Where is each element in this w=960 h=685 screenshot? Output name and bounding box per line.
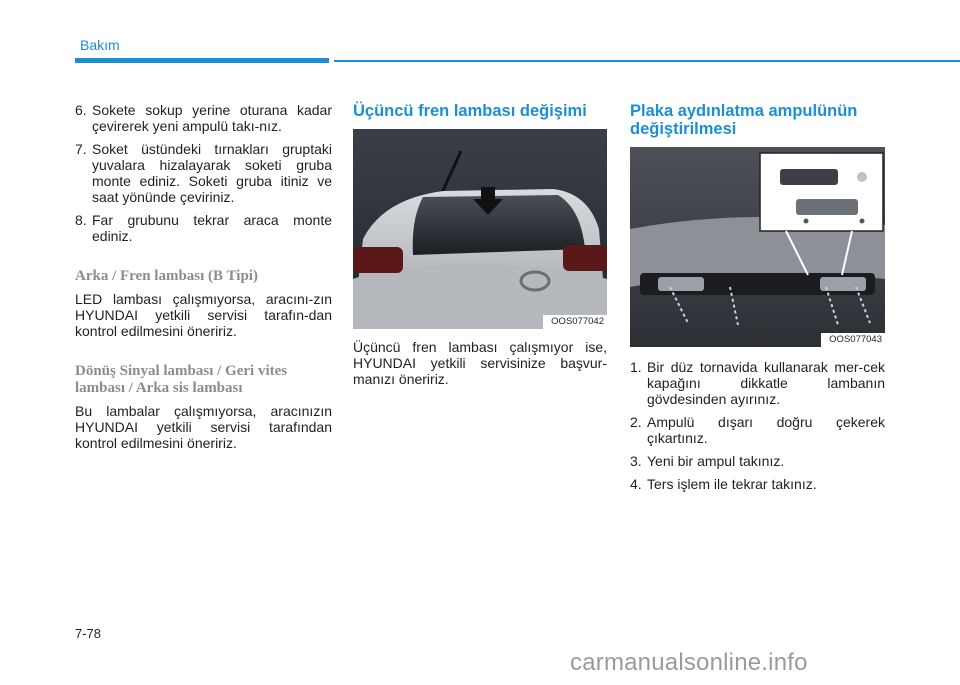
step-8: [75, 212, 332, 244]
step-number: 4.: [630, 476, 642, 492]
header-rule-thick: [75, 58, 329, 63]
paragraph-third-brake: Üçüncü fren lambası çalışmıyor ise, HYUNDAI yetkili servisinize başvur-manızı öneririz.: [353, 339, 607, 387]
page-number: 7-78: [75, 626, 102, 641]
rear-car-photo: [353, 129, 607, 329]
step-text: Far grubunu tekrar araca monte ediniz.: [92, 212, 332, 244]
step-number: 3.: [630, 453, 642, 469]
step-number: 2.: [630, 414, 642, 430]
subheading-rear-brake-lamp: Arka / Fren lambası (B Tipi): [75, 268, 258, 284]
step-text: Ters işlem ile tekrar takınız.: [647, 476, 817, 492]
step-text: Yeni bir ampul takınız.: [647, 453, 785, 469]
step-1: [630, 359, 885, 407]
header-rule-thin: [334, 60, 960, 62]
step-number: 7.: [75, 141, 87, 157]
plate-lamp-illustration: [630, 147, 885, 347]
step-number: 8.: [75, 212, 87, 228]
heading-third-brake-lamp: Üçüncü fren lambası değişimi: [353, 102, 587, 120]
column-middle: [353, 102, 607, 394]
paragraph-lamps: Bu lambalar çalışmıyorsa, aracınızın HYUNDAI yetkili servisi tarafından kontrol edilmesini öneririz.: [75, 403, 332, 451]
step-text: Bir düz tornavida kullanarak mer-cek kapağını dikkatle lambanın gövdesinden ayırınız.: [647, 359, 885, 407]
rear-car-illustration: [353, 129, 607, 329]
figure-code: OOS077042: [543, 315, 607, 329]
column-right: [630, 102, 885, 499]
step-text: Sokete sokup yerine oturana kadar çevirerek yeni ampulü takı-nız.: [92, 102, 332, 134]
step-7: [75, 141, 332, 205]
step-4: [630, 476, 885, 492]
paragraph-led: LED lambası çalışmıyorsa, aracını-zın HYUNDAI yetkili servisi tarafın-dan kontrol edilmesini öneririz.: [75, 291, 332, 339]
step-2: [630, 414, 885, 446]
step-number: 1.: [630, 359, 642, 375]
heading-plate-lamp: Plaka aydınlatma ampulünün değiştirilmesi: [630, 102, 858, 138]
watermark: carmanualsonline.info: [570, 649, 808, 676]
subheading-turn-signal: Dönüş Sinyal lambası / Geri vites lambası / Arka sis lambası: [75, 363, 288, 396]
figure-code: OOS077043: [821, 333, 885, 347]
step-text: Ampulü dışarı doğru çekerek çıkartınız.: [647, 414, 885, 446]
step-number: 6.: [75, 102, 87, 118]
step-3: [630, 453, 885, 469]
plate-lamp-photo: [630, 147, 885, 347]
step-6: [75, 102, 332, 134]
column-left: [75, 102, 332, 458]
section-label: Bakım: [80, 37, 120, 53]
step-text: Soket üstündeki tırnakları gruptaki yuvalara hizalayarak soketi gruba monte ediniz. Soketi gruba itiniz ve saat yönünde çeviriniz.: [92, 141, 332, 205]
